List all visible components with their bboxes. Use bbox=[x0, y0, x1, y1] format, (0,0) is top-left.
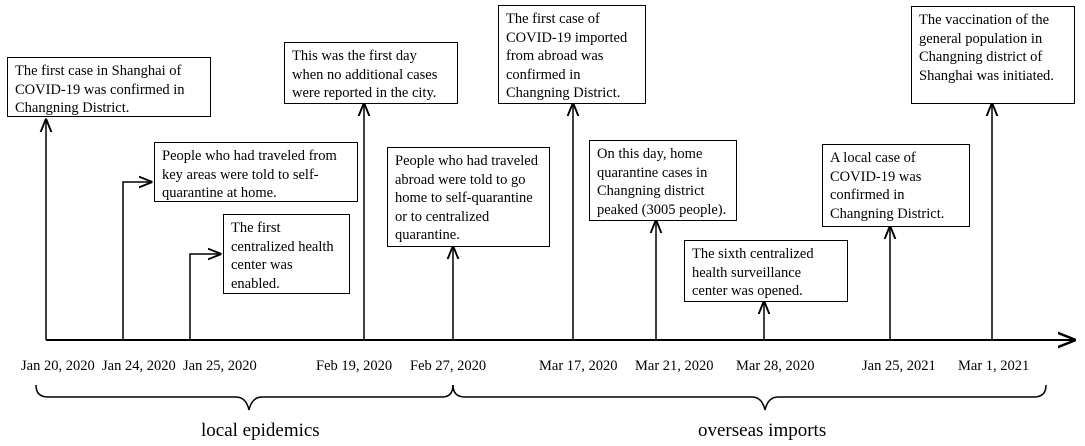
date-label-e9: Jan 25, 2021 bbox=[862, 358, 936, 374]
date-label-e1: Jan 20, 2020 bbox=[21, 358, 95, 374]
date-label-e5: Feb 27, 2020 bbox=[410, 358, 487, 374]
event-box-e1: The first case in Shanghai of COVID-19 was confirmed in Changning District. bbox=[7, 57, 211, 117]
event-box-e6: The first case of COVID-19 imported from abroad was confirmed in Changning District. bbox=[498, 5, 646, 104]
date-label-e8: Mar 28, 2020 bbox=[736, 358, 815, 374]
phase-label-overseas-imports: overseas imports bbox=[698, 420, 827, 441]
event-box-e2: People who had traveled from key areas were told to self-quarantine at home. bbox=[154, 142, 358, 202]
date-label-e10: Mar 1, 2021 bbox=[958, 358, 1030, 374]
event-box-e8: The sixth centralized health surveillance center was opened. bbox=[684, 240, 848, 302]
date-label-e3: Jan 25, 2020 bbox=[183, 358, 257, 374]
brace-overseas-imports bbox=[453, 385, 1046, 410]
date-label-e7: Mar 21, 2020 bbox=[635, 358, 714, 374]
brace-local-epidemics bbox=[36, 385, 453, 410]
event-box-e9: A local case of COVID-19 was confirmed in Changning District. bbox=[822, 144, 970, 227]
phase-label-local-epidemics: local epidemics bbox=[201, 420, 320, 441]
event-box-e3: The first centralized health center was enabled. bbox=[223, 214, 350, 294]
event-box-e10: The vaccination of the general population in Changning district of Shanghai was initiated. bbox=[911, 6, 1075, 104]
event-box-e5: People who had traveled abroad were told to go home to self-quarantine or to centralized quarantine. bbox=[387, 147, 550, 247]
date-label-e4: Feb 19, 2020 bbox=[316, 358, 393, 374]
event-box-e4: This was the first day when no additional cases were reported in the city. bbox=[284, 42, 458, 104]
arrow-e2 bbox=[123, 182, 151, 340]
arrow-e3 bbox=[190, 254, 220, 340]
date-label-e2: Jan 24, 2020 bbox=[102, 358, 176, 374]
date-label-e6: Mar 17, 2020 bbox=[539, 358, 618, 374]
event-box-e7: On this day, home quarantine cases in Changning district peaked (3005 people). bbox=[589, 140, 737, 221]
